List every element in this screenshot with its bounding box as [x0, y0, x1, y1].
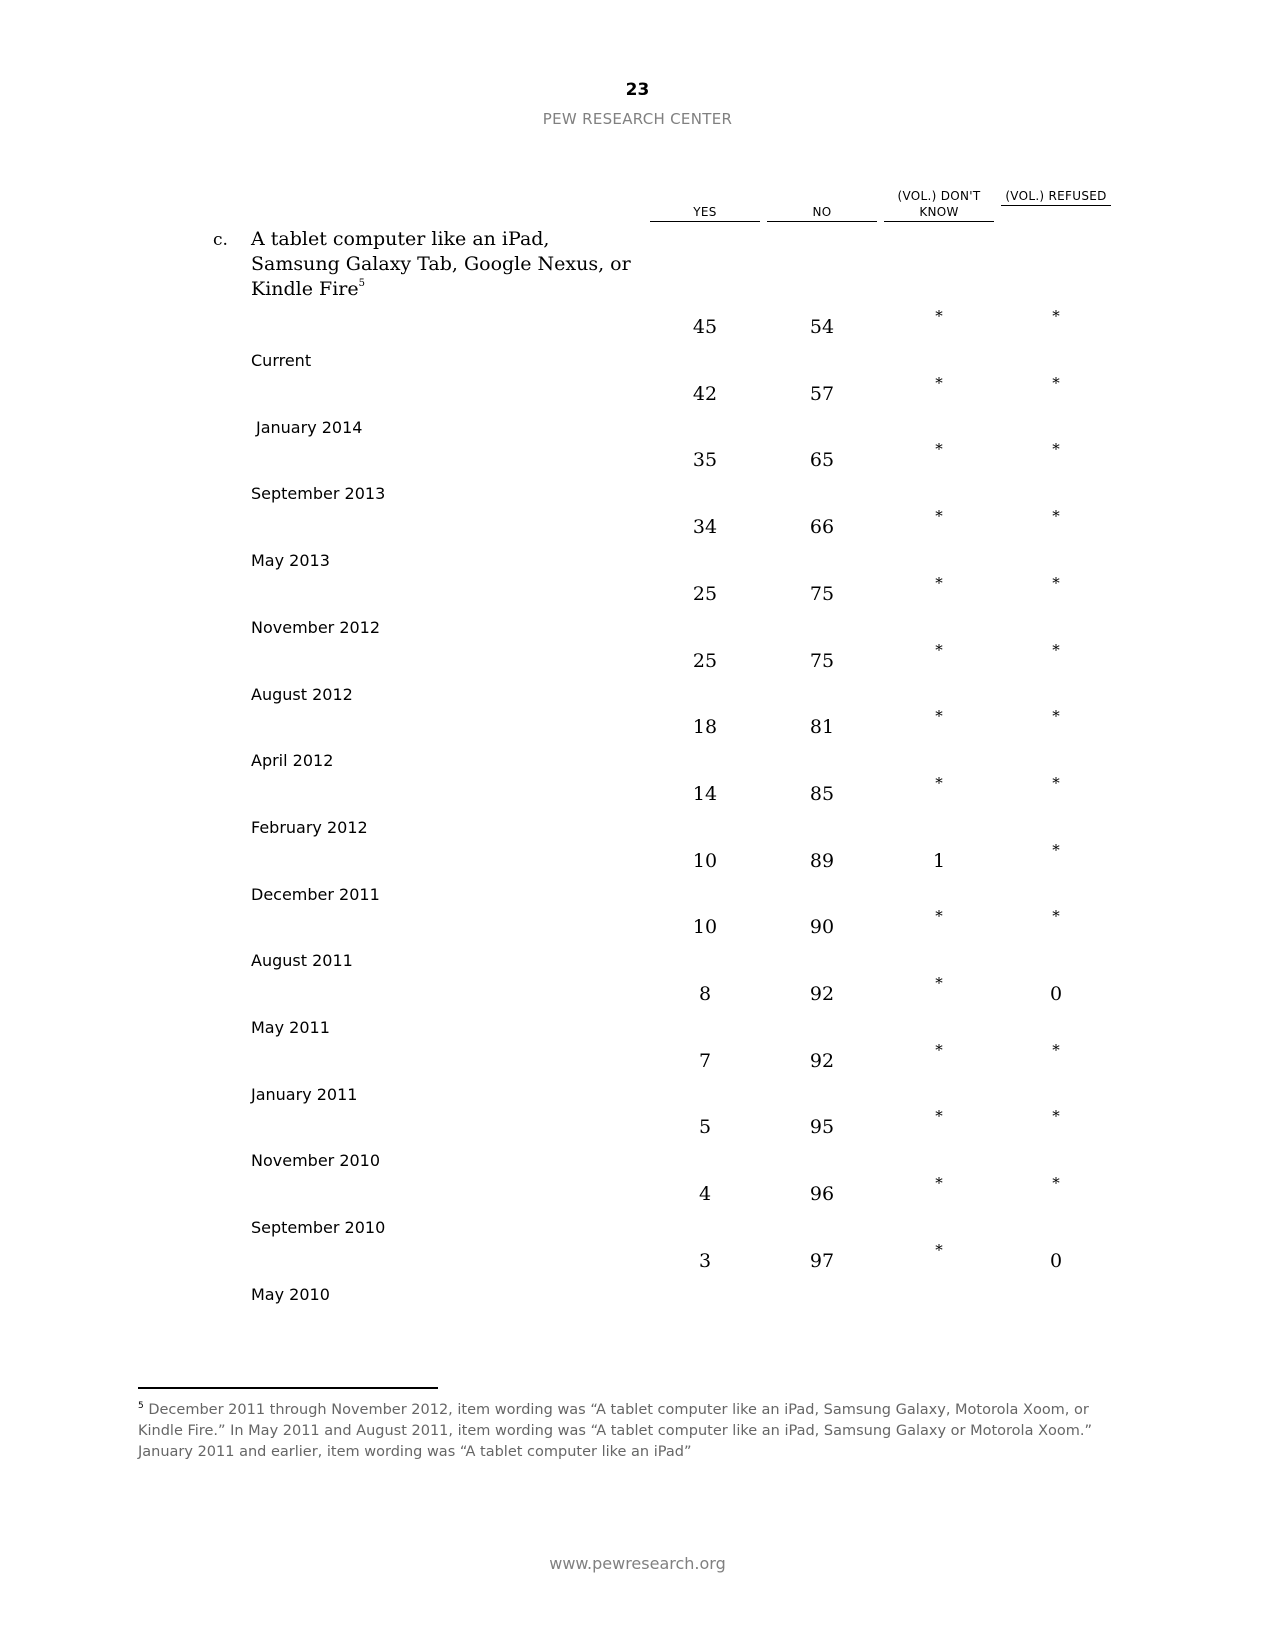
row-label: August 2011: [251, 951, 353, 971]
cell-refused: *: [1052, 307, 1060, 325]
cell-dont-know: *: [935, 573, 943, 592]
cell-dont-know: *: [935, 707, 943, 726]
cell-dont-know: *: [935, 974, 943, 992]
row-label: May 2011: [251, 1018, 330, 1037]
column-header-yes: YES: [650, 204, 760, 222]
cell-dont-know: *: [935, 307, 943, 325]
question-letter: c.: [213, 230, 228, 250]
cell-no: 92: [809, 983, 835, 1005]
cell-dont-know: *: [935, 507, 943, 526]
row-label: November 2012: [251, 617, 381, 637]
cell-no: 81: [809, 716, 835, 739]
footnote-text: December 2011 through November 2012, item wording was “A tablet computer like an iPad, Samsung Galaxy, Motorola Xoom, or Kindle Fire.” In May 2011 and August 2011, item wording was “A tablet computer like an iPad, Samsung Galaxy or Motorola Xoom.” January 2011 and earlier, item wording was “A tablet computer like an iPad”: [138, 1402, 1092, 1460]
question-text-body: A tablet computer like an iPad, Samsung Galaxy Tab, Google Nexus, or Kindle Fire: [251, 228, 631, 300]
cell-yes: 14: [692, 782, 718, 805]
footnote-divider: [138, 1387, 438, 1389]
cell-no: 96: [809, 1183, 835, 1206]
cell-refused: *: [1052, 773, 1060, 792]
column-header-dont-know: (VOL.) DON'T KNOW: [884, 188, 994, 222]
row-label: January 2014: [256, 417, 363, 437]
cell-no: 65: [809, 449, 835, 472]
cell-yes: 42: [692, 382, 718, 405]
cell-yes: 3: [698, 1249, 712, 1272]
footnote-number: 5: [138, 1401, 144, 1411]
row-label: April 2012: [251, 751, 334, 771]
question-text: [251, 227, 631, 302]
cell-yes: 34: [692, 516, 718, 539]
cell-refused: *: [1052, 573, 1060, 592]
cell-dont-know: *: [935, 640, 943, 659]
footnote-reference: 5: [358, 278, 365, 289]
cell-no: 75: [809, 582, 835, 605]
cell-no: 97: [809, 1249, 835, 1272]
cell-refused: *: [1052, 840, 1060, 859]
cell-refused: *: [1052, 907, 1060, 926]
cell-refused: *: [1052, 1174, 1060, 1193]
row-label: January 2011: [251, 1084, 358, 1104]
cell-refused: *: [1052, 373, 1060, 392]
cell-no: 89: [809, 849, 835, 872]
cell-yes: 45: [692, 316, 718, 338]
cell-yes: 8: [698, 983, 712, 1005]
cell-yes: 7: [698, 1049, 712, 1072]
cell-dont-know: *: [935, 1107, 943, 1126]
cell-dont-know: 1: [932, 849, 946, 872]
cell-dont-know: *: [935, 907, 943, 926]
cell-no: 90: [809, 916, 835, 939]
cell-yes: 25: [692, 582, 718, 605]
cell-dont-know: *: [935, 1240, 943, 1259]
cell-no: 85: [809, 782, 835, 805]
row-label: August 2012: [251, 684, 353, 704]
cell-refused: *: [1052, 1040, 1060, 1059]
cell-dont-know: *: [935, 1174, 943, 1193]
row-label: December 2011: [251, 884, 380, 904]
cell-dont-know: *: [935, 773, 943, 792]
cell-refused: 0: [1049, 983, 1063, 1005]
cell-no: 57: [809, 382, 835, 405]
page-number: 23: [625, 80, 650, 100]
row-label: February 2012: [251, 817, 368, 837]
column-header-no: NO: [767, 204, 877, 222]
cell-dont-know: *: [935, 373, 943, 392]
cell-no: 92: [809, 1049, 835, 1072]
cell-yes: 35: [692, 449, 718, 472]
cell-yes: 5: [698, 1116, 712, 1139]
cell-yes: 4: [698, 1183, 712, 1206]
cell-no: 66: [809, 516, 835, 539]
organization-name: PEW RESEARCH CENTER: [542, 110, 733, 128]
cell-yes: 10: [692, 849, 718, 872]
cell-dont-know: *: [935, 1040, 943, 1059]
cell-refused: *: [1052, 640, 1060, 659]
row-label: May 2013: [251, 551, 330, 571]
cell-refused: 0: [1049, 1249, 1063, 1272]
cell-refused: *: [1052, 707, 1060, 726]
row-label: Current: [251, 351, 312, 370]
cell-yes: 18: [692, 716, 718, 739]
footnote: [138, 1400, 1138, 1463]
cell-dont-know: *: [935, 440, 943, 459]
column-header-refused: (VOL.) REFUSED: [1001, 188, 1111, 206]
cell-refused: *: [1052, 440, 1060, 459]
row-label: November 2010: [251, 1151, 381, 1171]
row-label: September 2013: [251, 484, 386, 504]
cell-no: 75: [809, 649, 835, 672]
cell-refused: *: [1052, 507, 1060, 526]
cell-no: 54: [809, 316, 835, 338]
row-label: September 2010: [251, 1218, 386, 1238]
cell-no: 95: [809, 1116, 835, 1139]
cell-yes: 10: [692, 916, 718, 939]
website-url: www.pewresearch.org: [549, 1554, 726, 1573]
cell-yes: 25: [692, 649, 718, 672]
cell-refused: *: [1052, 1107, 1060, 1126]
row-label: May 2010: [251, 1284, 330, 1304]
